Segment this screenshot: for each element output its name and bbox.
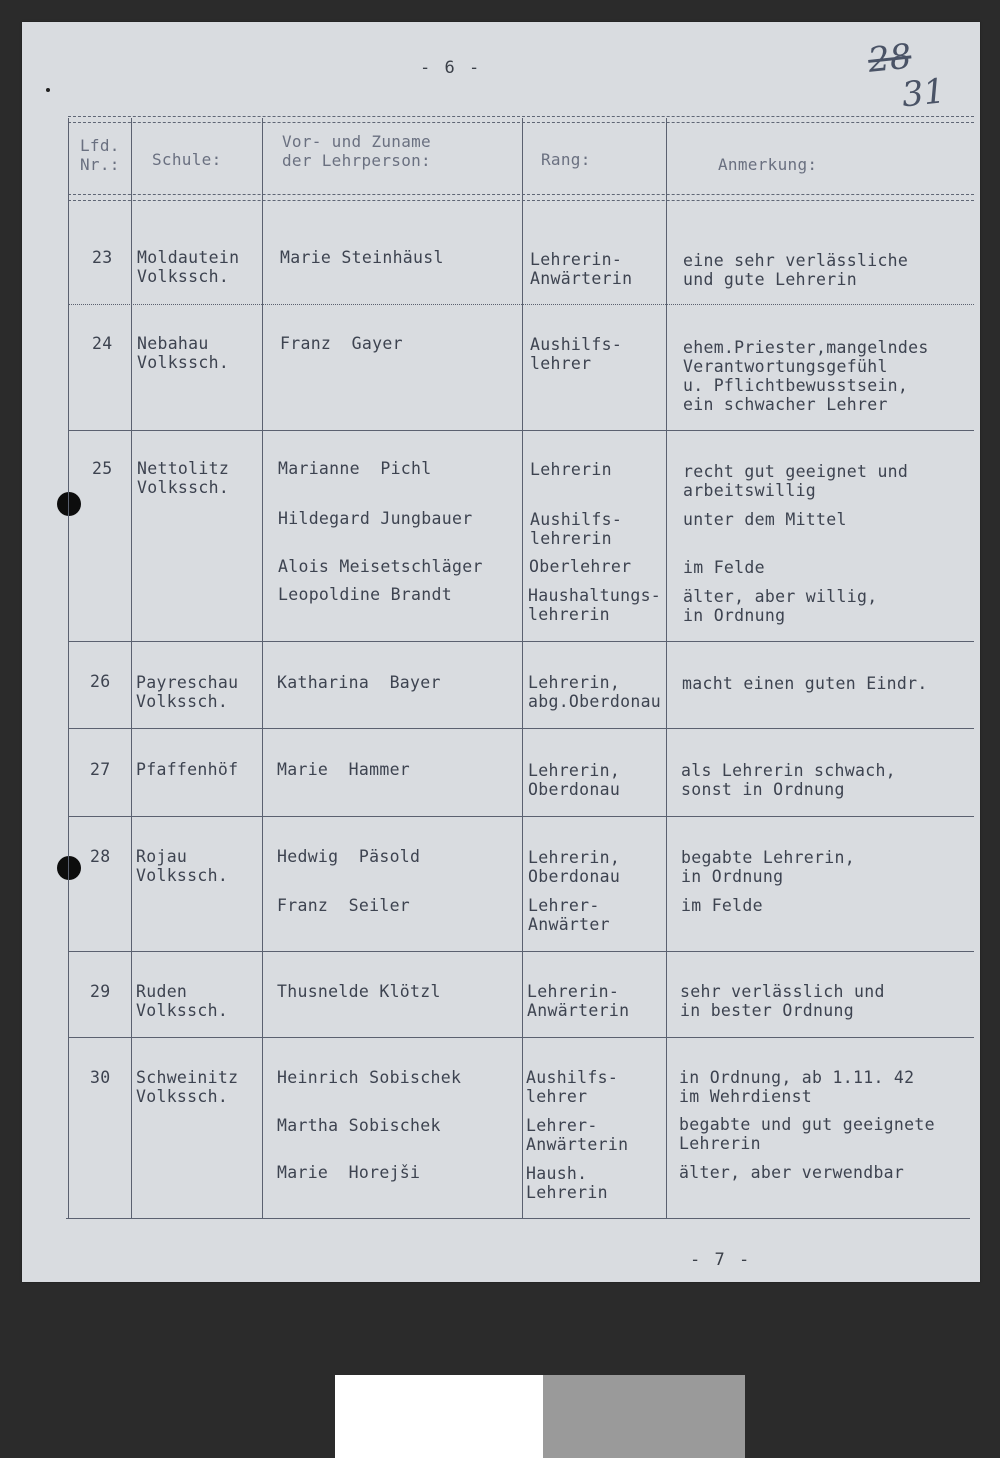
page-number-bottom: - 7 -	[690, 1250, 752, 1270]
teacher-anmerkung: ehem.Priester,mangelndes Verantwortungsgefühl u. Pflichtbewusstsein, ein schwacher Lehrer	[683, 338, 929, 414]
calibration-gray-patch	[543, 1375, 745, 1458]
header-nr: Lfd. Nr.:	[80, 136, 120, 174]
teacher-rang: Lehrerin- Anwärterin	[530, 250, 633, 288]
teacher-name: Franz Gayer	[280, 334, 403, 353]
calibration-white-patch	[335, 1375, 543, 1458]
teacher-rang: Lehrerin, Oberdonau	[528, 761, 621, 799]
teacher-anmerkung: älter, aber willig, in Ordnung	[683, 587, 878, 625]
column-border	[666, 118, 667, 1219]
teacher-name: Marie Steinhäusl	[280, 248, 444, 267]
teacher-rang: Lehrerin, Oberdonau	[528, 848, 621, 886]
row-nr: 24	[92, 334, 113, 353]
column-border	[131, 118, 132, 1219]
row-nr: 23	[92, 248, 113, 267]
column-border	[522, 118, 523, 1219]
row-separator	[68, 816, 974, 817]
row-schule: Ruden Volkssch.	[136, 982, 229, 1020]
teacher-name: Hildegard Jungbauer	[278, 509, 473, 528]
table-bottom-border	[66, 1218, 970, 1219]
row-nr: 28	[90, 847, 111, 866]
teacher-name: Marie Horejši	[277, 1163, 421, 1182]
header-rang: Rang:	[541, 150, 591, 169]
row-separator	[68, 951, 974, 952]
row-nr: 27	[90, 760, 111, 779]
teacher-rang: Haushaltungs- lehrerin	[528, 586, 662, 624]
row-separator	[68, 1037, 974, 1038]
teacher-name: Marianne Pichl	[278, 459, 432, 478]
teacher-name: Alois Meisetschläger	[278, 557, 483, 576]
teacher-anmerkung: begabte und gut geeignete Lehrerin	[679, 1115, 935, 1153]
row-nr: 26	[90, 672, 111, 691]
punch-hole	[57, 492, 81, 516]
teacher-anmerkung: im Felde	[681, 896, 763, 915]
teacher-name: Hedwig Päsold	[277, 847, 421, 866]
teacher-name: Franz Seiler	[277, 896, 411, 915]
teacher-rang: Lehrerin- Anwärterin	[527, 982, 630, 1020]
row-schule: Schweinitz Volkssch.	[136, 1068, 239, 1106]
teacher-rang: Oberlehrer	[529, 557, 632, 576]
teacher-anmerkung: unter dem Mittel	[683, 510, 847, 529]
handwritten-number: 31	[899, 71, 948, 116]
handwritten-folio-number	[866, 34, 947, 117]
teacher-anmerkung: macht einen guten Eindr.	[682, 674, 928, 693]
row-nr: 30	[90, 1068, 111, 1087]
header-separator	[68, 194, 974, 201]
scan-calibration-strip	[335, 1375, 745, 1458]
row-separator	[68, 304, 974, 305]
teacher-name: Heinrich Sobischek	[277, 1068, 462, 1087]
header-anmerkung: Anmerkung:	[718, 155, 818, 174]
row-nr: 29	[90, 982, 111, 1001]
row-schule: Pfaffenhöf	[136, 760, 239, 779]
teacher-rang: Lehrer- Anwärter	[528, 896, 610, 934]
teacher-name: Martha Sobischek	[277, 1116, 441, 1135]
column-border	[262, 118, 263, 1219]
paper-mark	[46, 88, 50, 92]
row-nr: 25	[92, 459, 113, 478]
header-schule: Schule:	[152, 150, 222, 169]
teacher-anmerkung: in Ordnung, ab 1.11. 42 im Wehrdienst	[679, 1068, 915, 1106]
teacher-name: Leopoldine Brandt	[278, 585, 452, 604]
teacher-name: Thusnelde Klötzl	[277, 982, 441, 1001]
teacher-anmerkung: recht gut geeignet und arbeitswillig	[683, 462, 909, 500]
teacher-anmerkung: älter, aber verwendbar	[679, 1163, 905, 1182]
teacher-anmerkung: sehr verlässlich und in bester Ordnung	[680, 982, 885, 1020]
teacher-rang: Aushilfs- lehrer	[530, 335, 623, 373]
row-schule: Payreschau Volkssch.	[136, 673, 239, 711]
teacher-rang: Lehrerin, abg.Oberdonau	[528, 673, 662, 711]
teacher-name: Marie Hammer	[277, 760, 411, 779]
teacher-rang: Lehrerin	[530, 460, 612, 479]
teacher-anmerkung: als Lehrerin schwach, sonst in Ordnung	[681, 761, 896, 799]
row-separator	[68, 641, 974, 642]
page-number-top: - 6 -	[420, 58, 482, 78]
column-border	[68, 118, 69, 1219]
punch-hole	[57, 856, 81, 880]
teacher-anmerkung: eine sehr verlässliche und gute Lehrerin	[683, 251, 909, 289]
row-separator	[68, 728, 974, 729]
handwritten-number-crossed: 28	[866, 36, 914, 81]
row-schule: Nebahau Volkssch.	[137, 334, 230, 372]
row-separator	[68, 430, 974, 431]
row-schule: Nettolitz Volkssch.	[137, 459, 230, 497]
teacher-rang: Aushilfs- lehrerin	[530, 510, 623, 548]
teacher-name: Katharina Bayer	[277, 673, 441, 692]
teacher-rang: Aushilfs- lehrer	[526, 1068, 619, 1106]
table-top-border	[68, 116, 974, 123]
row-schule: Moldautein Volkssch.	[137, 248, 240, 286]
teacher-rang: Haush. Lehrerin	[526, 1164, 608, 1202]
header-name: Vor- und Zuname der Lehrperson:	[282, 132, 431, 170]
row-schule: Rojau Volkssch.	[136, 847, 229, 885]
teacher-anmerkung: im Felde	[683, 558, 765, 577]
teacher-rang: Lehrer- Anwärterin	[526, 1116, 629, 1154]
teacher-anmerkung: begabte Lehrerin, in Ordnung	[681, 848, 855, 886]
